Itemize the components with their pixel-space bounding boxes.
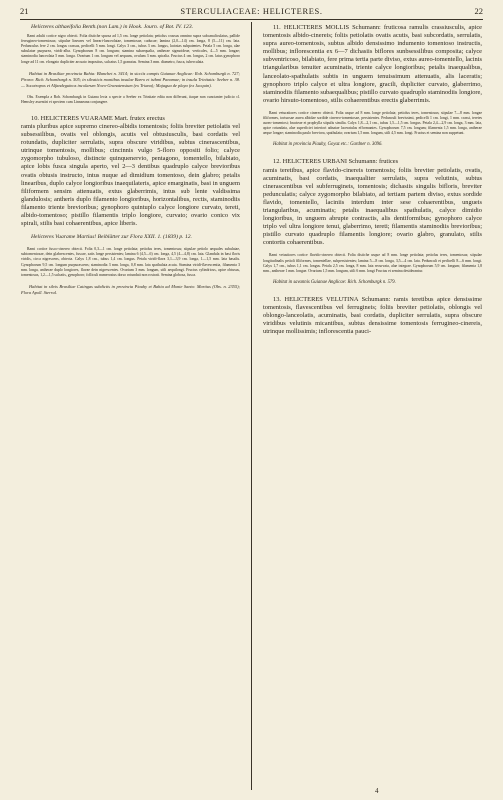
page-number-right: 22 xyxy=(474,6,483,16)
running-title: STERCULIACEAE: HELICTERES. xyxy=(180,6,323,16)
synonym-heading: Helicteres althaeifolia Benth.(non Lam.) in Hook. Journ. of Bot. IV. 123. xyxy=(31,24,194,30)
species-diagnosis: 13. HELICTERES VELUTINA Schumann: ramis teretibus apice densissime tomentosis, flavescentibus vel ferrugineis; foliis breviter petiolatis, oblongis vel oblongo-lanceolatis, acuminatis, basi cordatis, dupliciter serrulatis, supra obscure viridibus velutinis micantibus, subtus densissime tomentosis ferrugineo-cinereis, utrinque mollissimis; inflorescentia pauci- xyxy=(263,295,482,336)
habitat-locality: Habitat in savannis Guianae Anglicae: Rich. Schomburgk n. 579. xyxy=(273,279,396,285)
signature-mark: 4 xyxy=(375,787,379,795)
running-header xyxy=(0,6,503,18)
species-heading: 10. HELICTERES VUARAME Mart. frutex erectus xyxy=(31,114,165,122)
species-diagnosis: ramis teretibus, apice flavido-cinereis tomentosis; foliis breviter petiolatis, ovatis, acuminatis, basi cordatis, inaequaliter serrulatis, supra velutinis, subtus cinerascentibus vel subferrugineis, tomentosis; dichasiis singulis bifloris, breviter pedunculatis; calyce zygomorpho bilabiato, ad tertiam partem diviso, extus sordide flavido, tomentello, laciniis interdum inter sese cohaerentibus, ungueis triangularibus, acuminatis; petalis inaequalibus spathulatis, calyce dimidio longioribus, in unguem abrupte contractis, alis dentiformibus; gynophoro calyce triplo vel ultra longiore tenui, glaberrimo, tereti; filamentis staminodiis brevioribus; pistillo curvato quadruplo filamentis longiore; ovario glabro, granulato, stilis contortis cohaerentibus. xyxy=(263,166,482,247)
species-heading: 12. HELICTERES URBANI Schumann: frutices xyxy=(273,158,399,166)
species-description: Rami veturatiores cortice cinereo obtecti. Folia usque ad 8 mm. longe petiolata; petiolus teres, tomentosus; stipulae 7—8 mm. longae filiformes, tortuosae aurea albidae sordide cinereo-tomentosae, persistentes. Pedunculi brevissimi, pedicelli 1 cm. longi, 1 mm. crassi, teretes aureo-tomentosi; bracteae et prophylla stipulis similia. Calyx 1,8—2,1 cm., tubus 1,5—1,5 cm. longus. Petala 2,4—2,9 cm. longa, 3 mm. lata, apice rotundata, alae superficiei interiori adnatae laceratulas efformantes. Gynophorum 7,5 cm. longum; filamenta 1,5 mm. longa, antherae aeque longae; staminodia paulo breviora, spathulata; ovarium 1,5 mm. longum, stili 4,5 mm. longi. Fructus et semina non suppetunt. xyxy=(263,110,482,136)
column-divider xyxy=(251,22,252,790)
synonym-heading: Helicteres Vuarame Martius! Beiblätter zur Flora XXII. 1. (1839) p. 12. xyxy=(31,234,192,241)
species-diagnosis: 11. HELICTERES MOLLIS Schumann: fruticosa ramulis crassiusculis, apice tomentosis albido-cinereis; foliis petiolatis ovatis acutis, basi subcordatis, serrulatis, supra aureo-tomentosis, subtus albido densissimo indumento tomentoso instructis, mollibus; inflorescentia ex 6—7 dichasiis biflores sunbsessilibus composita; calyce subventricoso, bilabiato, fere prima tertia parte diviso, extus aureo-tomentello, lacinis triangularibus tenuiter acuminatis, triente calyce longioribus; petalis inaequalibus, lanceolato-spathulatis subtis in unguem tenuissimum attenuatis, alis laceratis; gynophoro triplo calyce et ultra longiore, gracili, dupliciter curvato, glaberrimo, staminodiis filamento subaequalibus; pistillo curvato quadruplo staminodiis longiore, ovario hirsuto-tomentoso, stilis cohaerentibus erectis glaberrimis. xyxy=(263,24,482,104)
species-description: Rami adulti cortice nigro obtecti. Folia distiche sparsa ad 1,5 cm. longe petiolata; petiolus crassus omnino supra subcanaliculatus, pallide ferrugineo-tomentosus; stipulae lineares vel lineari-lanceolatae, tomentosae, caducae; lamina (2,0—14) cm. longa, 8 (5—11) cm. lata. Pedunculus fere 2 cm. longus crassus, pedicelli 5 mm. longi. Calyx 3 cm., tubus 3 cm. longus, lacinias subpatentes. Petala 5 cm. longa, alae subulatae purpurea, viridi-alba. Gynophorum 8 cm. longum; stamina subaequalia, antherae sigmoideae, verticales, 4—5 mm. longae; staminodia lanceolata 5 mm. longa. Ovarium 1 cm. longum vel aequans, ovulum 3 mm. spiralia. Fructus 4 cm. longus, 2 cm. latus gynophoro longe ad 11 cm. elongato dupliciter arcuato impositus, sulcatus 1,5 granatus. Semina 3 mm. diametro, fusca, tuberculata. xyxy=(21,34,240,64)
page-number-left: 21 xyxy=(20,6,29,16)
right-column xyxy=(263,24,482,336)
left-column xyxy=(21,24,240,296)
species-diagnosis: ramis pluribus apice supremo cinereo-albidis tomentosis; foliis breviter petiolatis vel subsessilibus, ovatis vel oblongis, acutis vel obtusiusculis, basi cordatis vel rotundatis, dupliciter serrulatis, supra obscure viridibus, subtus cinerascentibus, utrinque tomentosis, mollibus; cincinnis vulgo 5-floro oppositi folio; calyce zygomorpho tubuloso, distincte quinquenervio, pentagono, tomentello, bilabiato, apice lobis fusca singula aperto, vel 2—3 dentibus quadruplo calyce brevioribus ovatis obtusis instructo, intus nuque ad dimidium tomentoso, dein glabro; petalis linearibus, duplo calyce longioribus inaequilateris, apice emarginatis, basi in unguem filiformem sensim attenuatis, extus glaberrimis, intus sub lente valdissima glandulosis; antheris duplo filamento longioribus, horizontalibus, rectis, staminodiis filamento triente brevioribus; gynophoro quintuplo calyce longiore curvato, tereti, albido-tomentoso; pistillo filamentis triplo longiore, curvato; ovario conico vix spirali, stilis basi cohaerentibus, apice liberis. xyxy=(21,122,240,228)
header-rule xyxy=(20,19,483,20)
species-description: Rami vetustiores cortice flavido-cinereo obtecti. Folia distiche usque ad 8 mm. longe petiolata; petiolus teres, tomentosus; stipulae longitudinalis petioli filiformes, tomentellae, subpersistentes; lamina 5—8 cm. longa, 3,5—4 cm. lata. Pedunculi et pedicelli 8—6 mm. longi. Calyx 1,7 cm., tubus 1,1 cm. longus. Petala 2,5 cm. longa, 8 mm. lata recurvata, alae integrae. Gynophorum 5,9 cm. longum; filamenta 1,8 mm., antherae 1 mm. longae. Ovarium 1,5 mm. longum, stili 6 mm. longi Fructus et semina desiderantur. xyxy=(263,253,482,273)
species-description: Rami cortice fusco-cinereo obtecti. Folia 0,3—1 cm. longe petiolata; petiolus teres, tomentosus; stipulae petiolo aequales subulatae, subtomentosae, dein glabrescentes, fuscae, satis longe persistentes; lamina 6 (4,5—6) cm. longa, 4,5 (4—4,8) cm. lata. Glandula in basi floris viridis, circa nigrescens, obtecta. Calyx 1,8 cm., tubus 1,4 cm. longus. Petala viridi-flava 3,1—3,9 cm. longa, 1—1,5 mm. lata basalis. Gynophorum 9,5 cm. longum purpurascens; staminodia 3 mm. longa, 0,8 mm. lata spathulata acuta. Stamina viridi-flavescentia, filamenta 3 mm. longa, antherae duplo longiores, flavae dein nigrescentes. Ovarium 3 mm. longum, stili aequilongi. Fructus cylindricus, apice obtusus, tomentosus, 1,2—1,5 sulcatis, gynophoro; folliculi numerosius dorso rotundati non rostrati. Semina globosa, fusca. xyxy=(21,247,240,277)
habitat-locality: Habitat in Brasiliae provincia Bahia: Blanchet n. 3414; in sicciis campis Guianae Anglicae: Rob. Schomburgk n. 727; Pirara: Rich. Schomburgk n. 505; in silvaticis montibus insulae Barro et isthmi Panamae; in insula Trinitatis: Seeber n. 38. — Socatrapos et Alfandeguinos incolarum Novo-Granatensium (ex Triana); Majagua de playa (ex Jacquin). xyxy=(21,70,240,88)
habitat-locality: Habitat in provincia Piauhy, Goyaz etc.: Gardner n. 3096. xyxy=(273,142,383,148)
habitat-locality: Habitat in silvis Brasiliae Catingas subdictis in provincia Piauhy et Bahia ad Monte Santo: Martius (Obs. n. 2355); Flora Apoll. Sterrul. xyxy=(21,283,240,295)
observation-note: Obs. Exempla a Rob. Schomburgk in Guiana lecta a specie a Seeber ex Trinitate edita non differunt, itaque non cunctanter judicio cl. Hemsley assentiri et speciem cum Linnaeana conjungere. xyxy=(21,94,240,104)
